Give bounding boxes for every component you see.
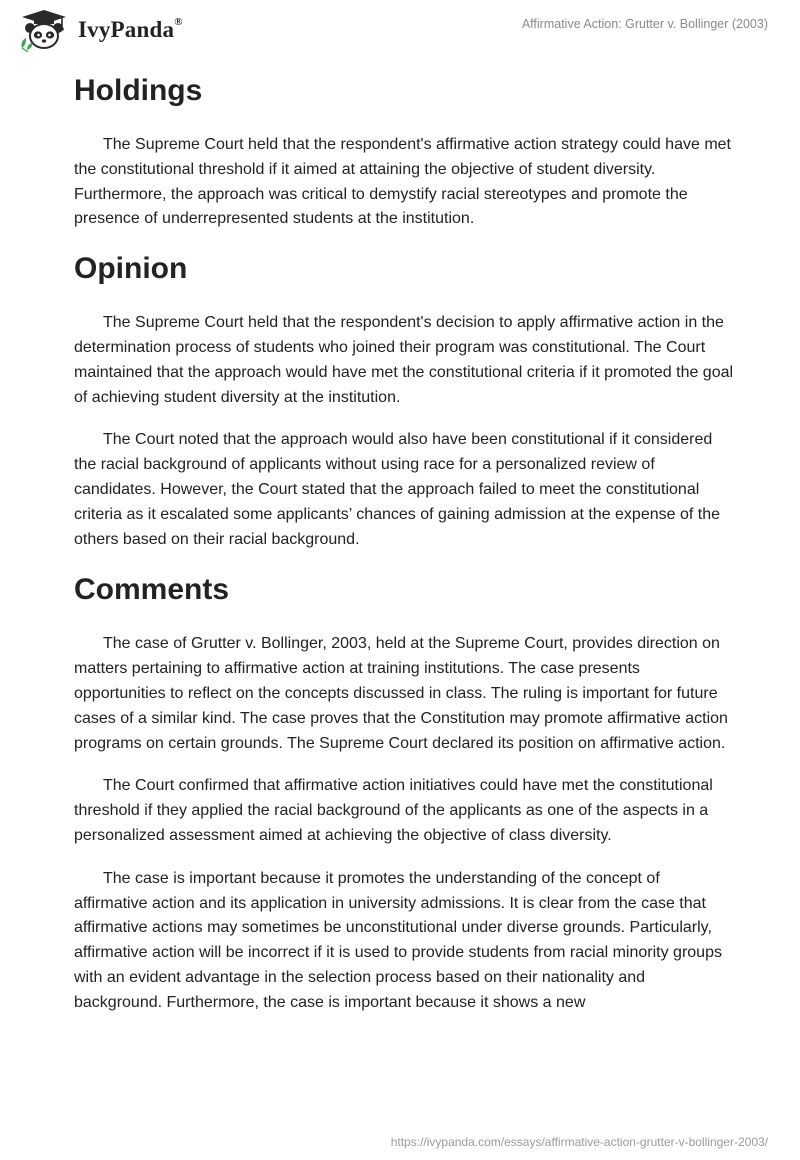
- section-holdings: [74, 72, 734, 232]
- registered-mark: ®: [174, 16, 183, 29]
- section-opinion: [74, 250, 734, 552]
- panda-graduate-icon: [16, 8, 72, 52]
- essay-content: [74, 72, 734, 1016]
- paragraph: The case is important because it promotes the understanding of the concept of affirmative action and its application in university admissions. It is clear from the case that affirmative actions may sometimes be unconstitutional under diverse grounds. Particularly, affirmative action will be incorrect if it is used to provide students from racial minority groups with an evident advantage in the selection process based on their nationality and background. Furthermore, the case is important because it shows a new: [74, 869, 722, 1011]
- paragraph: The Court noted that the approach would also have been constitutional if it considered the racial background of applicants without using race for a personalized review of candidates. However, the Court stated that the approach failed to meet the constitutional criteria as it escalated some applicants’ chances of gaining admission at the expense of the others based on their racial background.: [74, 431, 720, 548]
- source-url[interactable]: https://ivypanda.com/essays/affirmative-action-grutter-v-bollinger-2003/: [390, 1135, 768, 1149]
- paragraph: The Supreme Court held that the respondent's affirmative action strategy could have met the constitutional threshold if it aimed at attaining the objective of student diversity. Furthermore, the approach was critical to demystify racial stereotypes and promote the presence of underrepresented students at the institution.: [74, 136, 731, 228]
- paragraph: The Court confirmed that affirmative action initiatives could have met the constitutional threshold if they applied the racial background of the applicants as one of the aspects in a personalized assessment aimed at achieving the objective of class diversity.: [74, 777, 713, 844]
- ivypanda-logo[interactable]: [16, 8, 183, 52]
- paragraph: The case of Grutter v. Bollinger, 2003, held at the Supreme Court, provides direction on matters pertaining to affirmative action at training institutions. The case presents opportunities to reflect on the concepts discussed in class. The ruling is important for future cases of a similar kind. The case proves that the Constitution may promote affirmative action programs on certain grounds. The Supreme Court declared its position on affirmative action.: [74, 635, 728, 752]
- brand-name: IvyPanda®: [78, 16, 183, 42]
- paragraph: The Supreme Court held that the respondent's decision to apply affirmative action in the determination process of students who joined their program was constitutional. The Court maintained that the approach would have met the constitutional criteria if it promoted the goal of achieving student diversity at the institution.: [74, 314, 734, 406]
- page-header: [0, 0, 800, 70]
- section-comments: [74, 571, 734, 1015]
- document-title: Affirmative Action: Grutter v. Bollinger (2003): [521, 17, 768, 31]
- section-heading: Comments: [74, 573, 230, 607]
- section-heading: Holdings: [74, 74, 203, 107]
- section-heading: Opinion: [74, 252, 188, 286]
